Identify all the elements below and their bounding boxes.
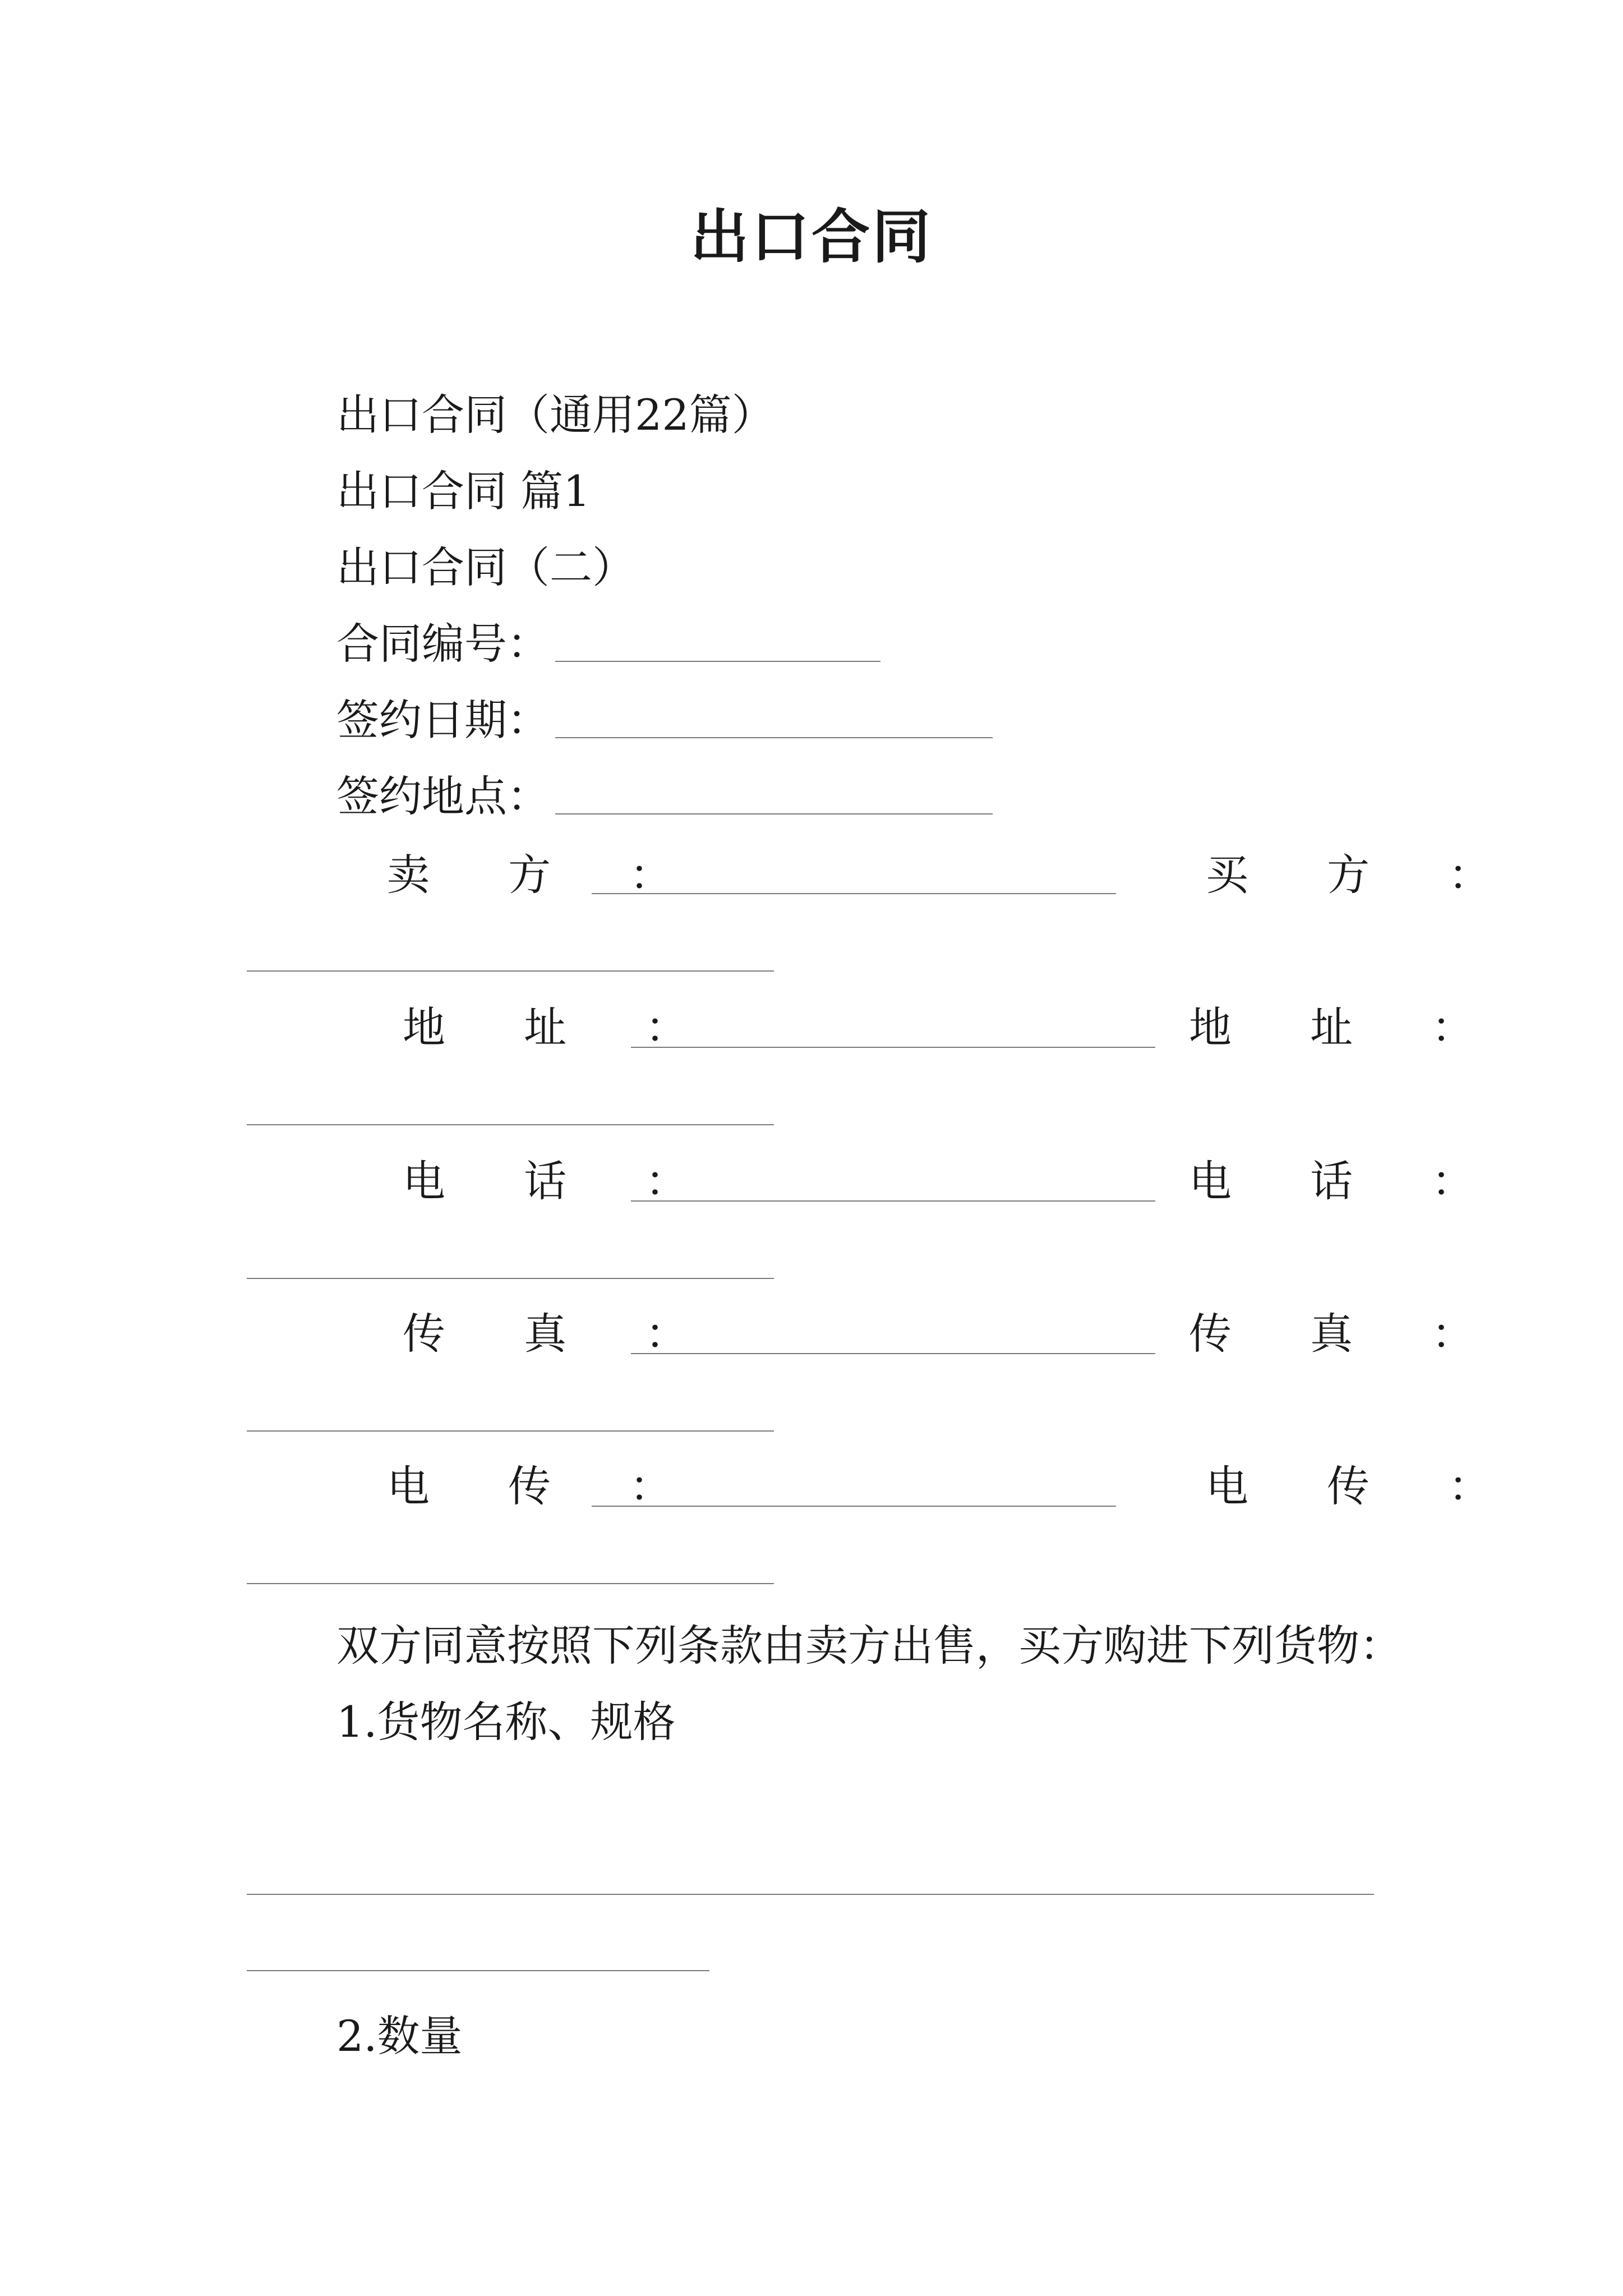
item-1-blank-line-1 [247, 1894, 1374, 1895]
buyer-phone-label: 电 话 ： [1189, 1156, 1507, 1206]
seller-phone-label: 电 话 ： [403, 1156, 721, 1206]
buyer-address-label: 地 址 ： [1189, 1002, 1507, 1052]
buyer-label: 买 方 ： [1206, 850, 1524, 900]
seller-phone-blank [631, 1200, 1155, 1202]
section-heading: 出口合同 篇1 [336, 466, 591, 516]
contract-no-label: 合同编号： [336, 619, 550, 669]
seller-address-blank [631, 1047, 1155, 1048]
sign-place-label: 签约地点： [336, 771, 550, 821]
buyer-telex-label: 电 传 ： [1206, 1461, 1524, 1511]
seller-blank [592, 893, 1116, 894]
buyer-fax-label: 传 真 ： [1189, 1309, 1507, 1359]
buyer-phone-blank [247, 1278, 774, 1279]
item-1-blank-line-2 [247, 1970, 709, 1971]
sign-date-label: 签约日期： [336, 695, 550, 745]
seller-address-label: 地 址 ： [403, 1002, 721, 1052]
agreement-text: 双方同意按照下列条款由卖方出售，买方购进下列货物： [336, 1621, 1402, 1671]
buyer-address-blank [247, 1124, 774, 1125]
seller-telex-label: 电 传 ： [387, 1461, 705, 1511]
buyer-fax-blank [247, 1430, 774, 1432]
item-1-heading: 1.货物名称、规格 [336, 1697, 676, 1747]
sign-date-blank [555, 737, 993, 738]
buyer-blank [247, 970, 774, 972]
seller-label: 卖 方 ： [387, 850, 705, 900]
buyer-telex-blank [247, 1583, 774, 1584]
item-2-heading: 2.数量 [336, 2011, 463, 2061]
part-heading: 出口合同（二） [336, 542, 635, 592]
contract-no-blank [555, 661, 880, 662]
seller-fax-label: 传 真 ： [403, 1309, 721, 1359]
subtitle-line: 出口合同（通用22篇） [336, 390, 774, 440]
sign-place-blank [555, 813, 993, 815]
seller-telex-blank [592, 1506, 1116, 1507]
document-title: 出口合同 [690, 203, 933, 271]
seller-fax-blank [631, 1353, 1155, 1354]
